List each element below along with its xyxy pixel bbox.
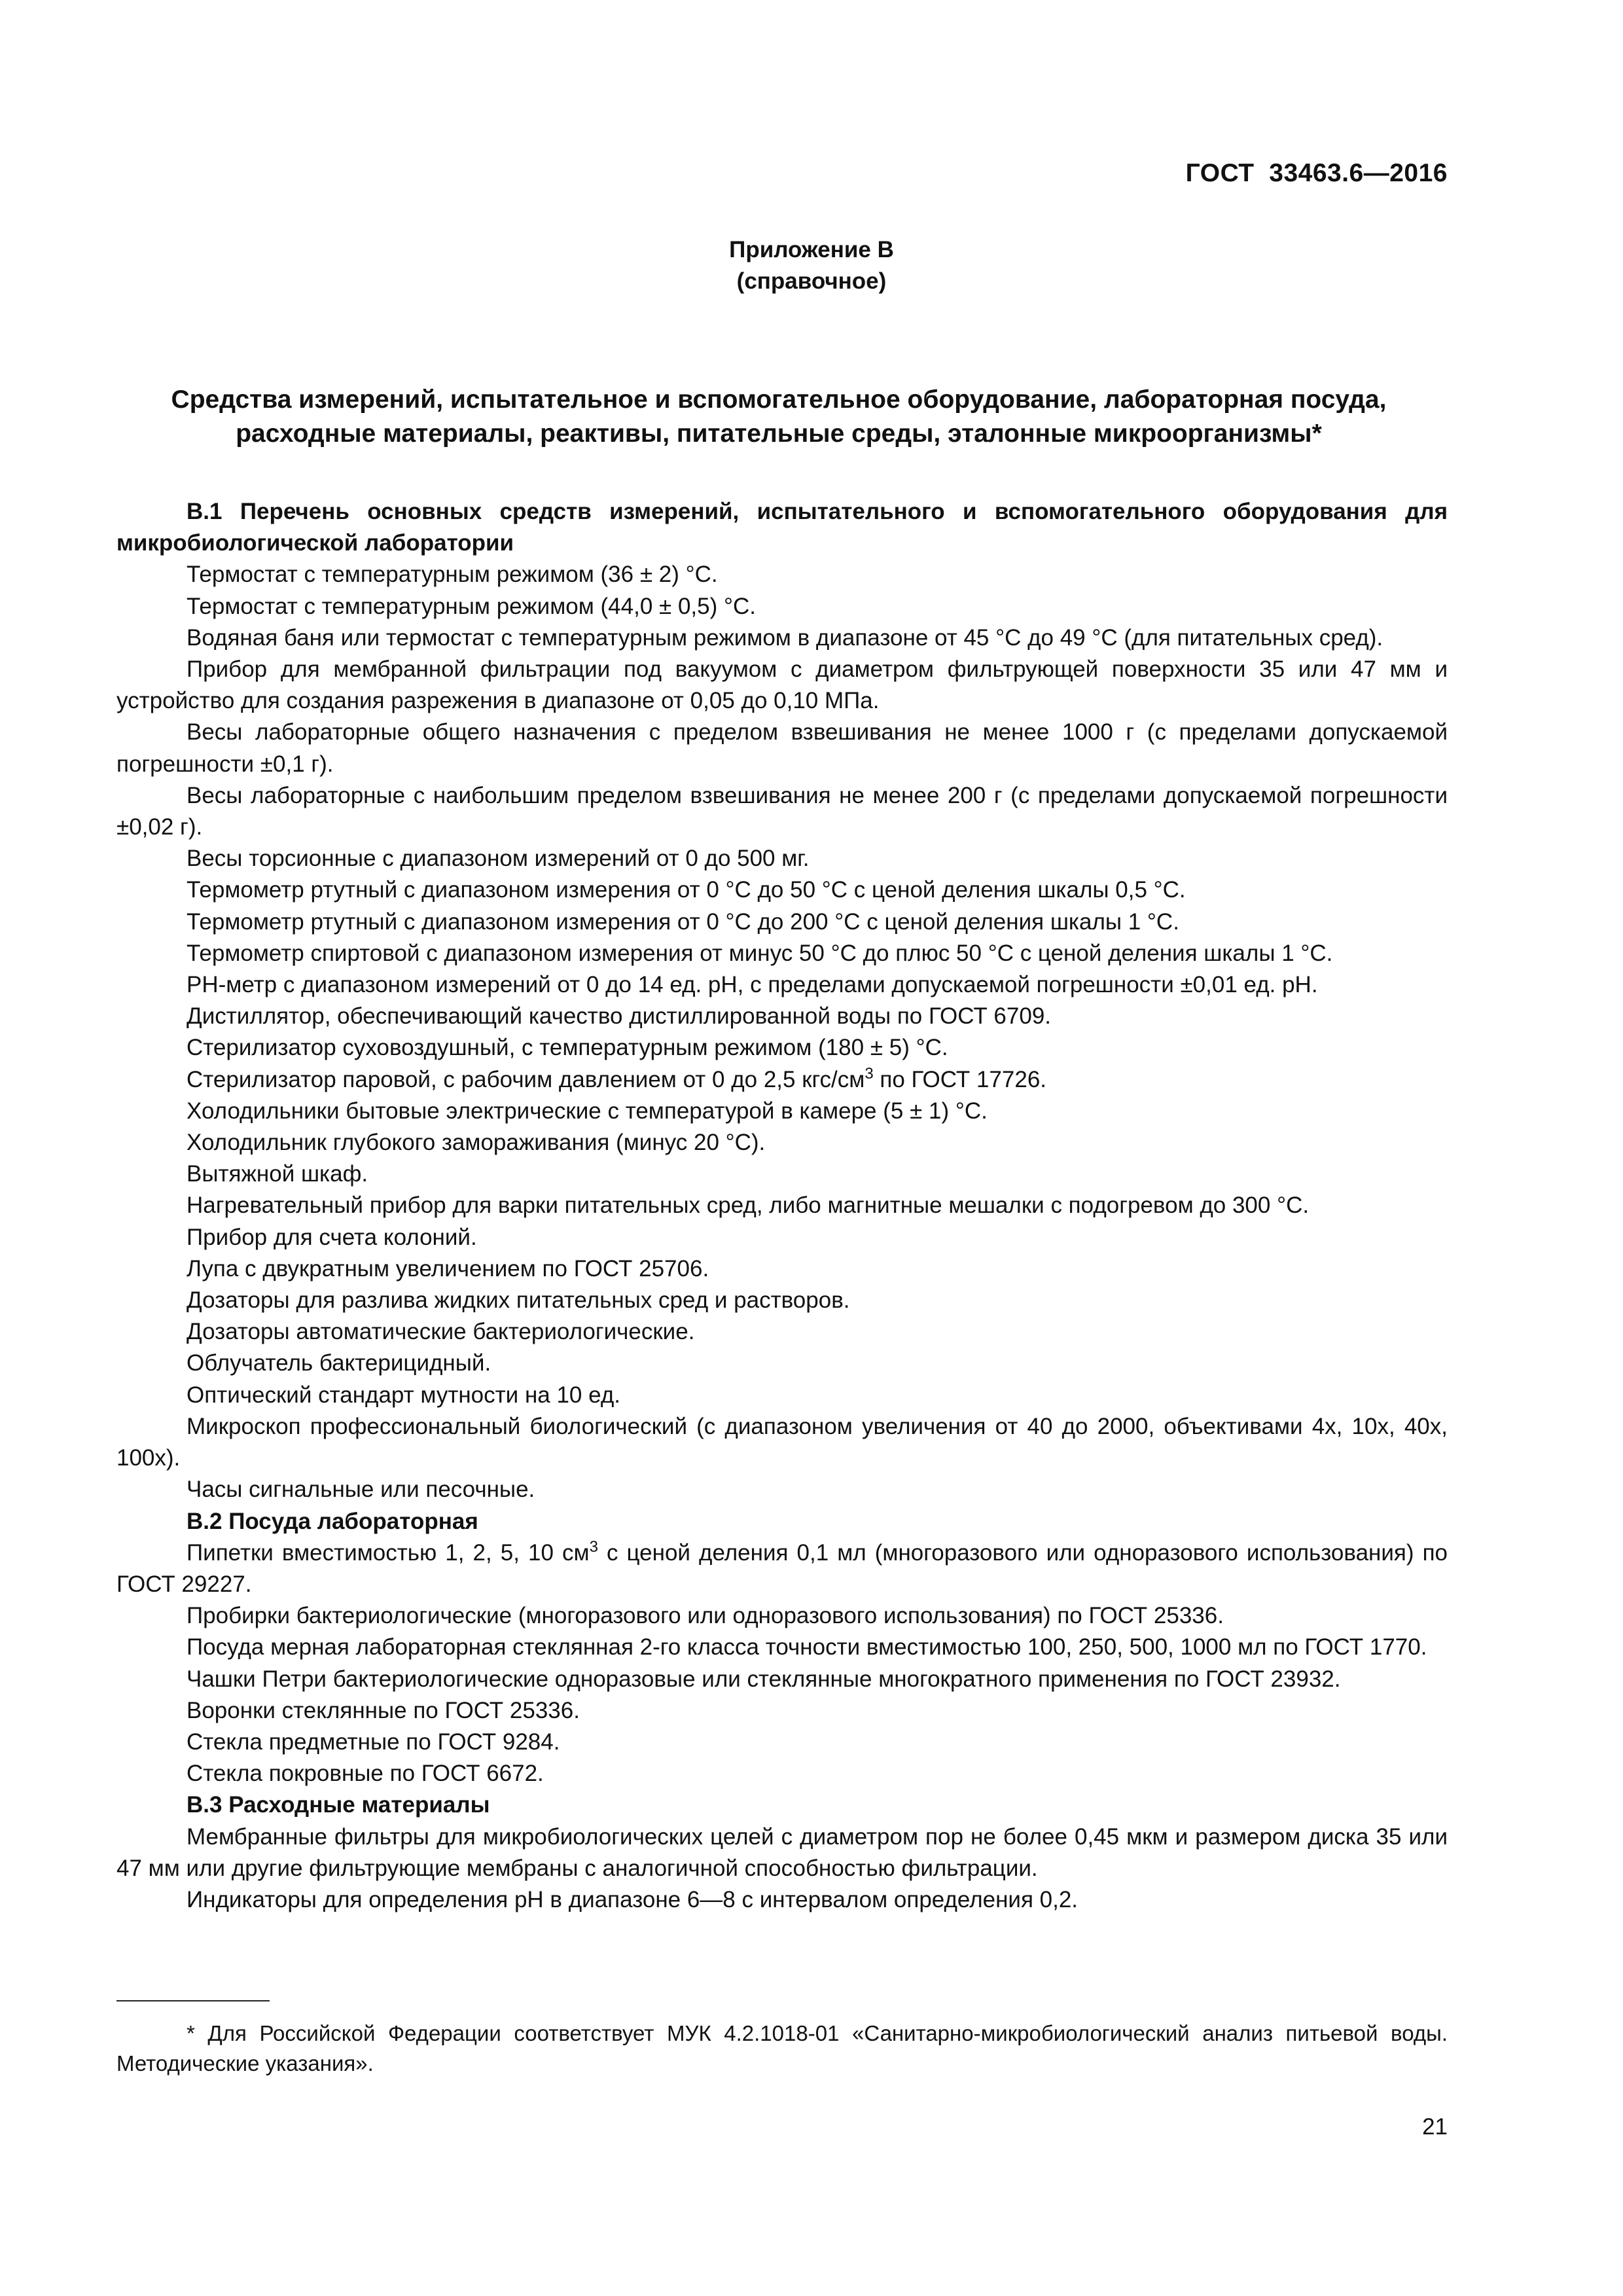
list-item: Стерилизатор суховоздушный, с температурным режимом (180 ± 5) °С. [187,1035,948,1061]
footnote [116,2018,1448,2079]
list-item: Вытяжной шкаф. [187,1161,368,1187]
list-item: Нагревательный прибор для варки питательных сред, либо магнитные мешалки с подогревом до 300 °С. [187,1193,1310,1219]
list-item: Прибор для счета колоний. [187,1224,477,1250]
list-item: Термостат с температурным режимом (36 ± 2) °С. [187,562,718,588]
list-item: Пробирки бактериологические (многоразового или одноразового использования) по ГОСТ 25336. [187,1603,1224,1629]
appendix-title: Приложение В [729,237,894,262]
list-item: Термометр ртутный с диапазоном измерения от 0 °С до 50 °С с ценой деления шкалы 0,5 °С. [187,877,1186,903]
list-item-pipettes [116,1537,1448,1600]
list-item: Стекла предметные по ГОСТ 9284. [187,1729,560,1755]
list-item: Посуда мерная лабораторная стеклянная 2-го класса точности вместимостью 100, 250, 500, 1000 мл по ГОСТ 1770. [187,1634,1427,1660]
list-item: Облучатель бактерицидный. [187,1350,491,1376]
list-item: Холодильники бытовые электрические с температурой в камере (5 ± 1) °С. [187,1098,988,1124]
list-item: Термометр спиртовой с диапазоном измерения от минус 50 °С до плюс 50 °С с ценой деления шкалы 1 °С. [187,940,1333,966]
list-item: Термометр ртутный с диапазоном измерения от 0 °С до 200 °С с ценой деления шкалы 1 °С. [187,908,1179,935]
list-item: Весы лабораторные общего назначения с пределом взвешивания не менее 1000 г (с пределами допускаемой погрешности ±0,1 г). [116,719,1448,777]
footnote-divider [116,2000,270,2001]
list-item: Дозаторы автоматические бактериологические. [187,1319,695,1345]
superscript: 3 [589,1537,598,1556]
appendix-heading [0,234,1623,297]
footnote-text: * Для Российской Федерации соответствует МУК 4.2.1018-01 «Санитарно-микробиологический анализ питьевой воды. Методические указания». [116,2021,1448,2075]
list-item: Прибор для мембранной фильтрации под вакуумом с диаметром фильтрующей поверхности 35 или 47 мм и устройство для создания разрежения в диапазоне от 0,05 до 0,10 МПа. [116,656,1448,714]
list-item: Стекла покровные по ГОСТ 6672. [187,1761,544,1787]
section-heading-b1: В.1 Перечень основных средств измерений, испытательного и вспомогательного оборудования для микробиологической лаборатории [116,499,1448,556]
list-item: Индикаторы для определения рН в диапазоне 6—8 с интервалом определения 0,2. [187,1886,1079,1912]
appendix-note: (справочное) [736,268,887,294]
pipettes-text: Пипетки вместимостью 1, 2, 5, 10 см [187,1539,590,1566]
list-item: Чашки Петри бактериологические одноразовые или стеклянные многократного применения по ГОСТ 23932. [187,1666,1341,1692]
list-item: Мембранные фильтры для микробиологических целей с диаметром пор не более 0,45 мкм и размером диска 35 или 47 мм или другие фильтрующие мембраны с аналогичной способностью фильтрации. [116,1823,1448,1881]
document-body [116,496,1448,1916]
list-item: Водяная баня или термостат с температурным режимом в диапазоне от 45 °С до 49 °С (для питательных сред). [187,624,1383,651]
list-item: Холодильник глубокого замораживания (минус 20 °С). [187,1130,766,1156]
list-item: Термостат с температурным режимом (44,0 ± 0,5) °С. [187,593,756,619]
list-item: РН-метр с диапазоном измерений от 0 до 14 ед. рН, с пределами допускаемой погрешности ±0,01 ед. рН. [187,972,1318,998]
list-item: Дистиллятор, обеспечивающий качество дистиллированной воды по ГОСТ 6709. [187,1003,1052,1030]
document-title: Средства измерений, испытательное и вспомогательное оборудование, лабораторная посуда, расходные материалы, реактивы, питательные среды, эталонные микроорганизмы* [171,386,1387,448]
list-item: Часы сигнальные или песочные. [187,1477,535,1503]
list-item-autoclave [116,1064,1448,1096]
list-item: Весы лабораторные с наибольшим пределом взвешивания не менее 200 г (с пределами допускаемой погрешности ±0,02 г). [116,782,1448,840]
list-item: Микроскоп профессиональный биологический (с диапазоном увеличения от 40 до 2000, объективами 4х, 10х, 40х, 100х). [116,1413,1448,1471]
pipettes-text-end: с ценой деления 0,1 мл (многоразового или одноразового использования) по ГОСТ 29227. [116,1539,1448,1597]
list-item: Оптический стандарт мутности на 10 ед. [187,1382,620,1408]
list-item: Весы торсионные с диапазоном измерений от 0 до 500 мг. [187,846,810,872]
list-item: Воронки стеклянные по ГОСТ 25336. [187,1697,580,1723]
section-heading-b2: В.2 Посуда лабораторная [187,1508,478,1534]
page-number: 21 [1422,2114,1448,2140]
superscript: 3 [865,1064,874,1083]
autoclave-text: Стерилизатор паровой, с рабочим давлением от 0 до 2,5 кгс/см [187,1066,865,1092]
autoclave-text-end: по ГОСТ 17726. [873,1066,1047,1092]
list-item: Дозаторы для разлива жидких питательных сред и растворов. [187,1287,850,1314]
standard-number: ГОСТ 33463.6—2016 [1185,159,1448,187]
section-heading-b3: В.3 Расходные материалы [187,1792,490,1818]
list-item: Лупа с двукратным увеличением по ГОСТ 25706. [187,1255,709,1282]
